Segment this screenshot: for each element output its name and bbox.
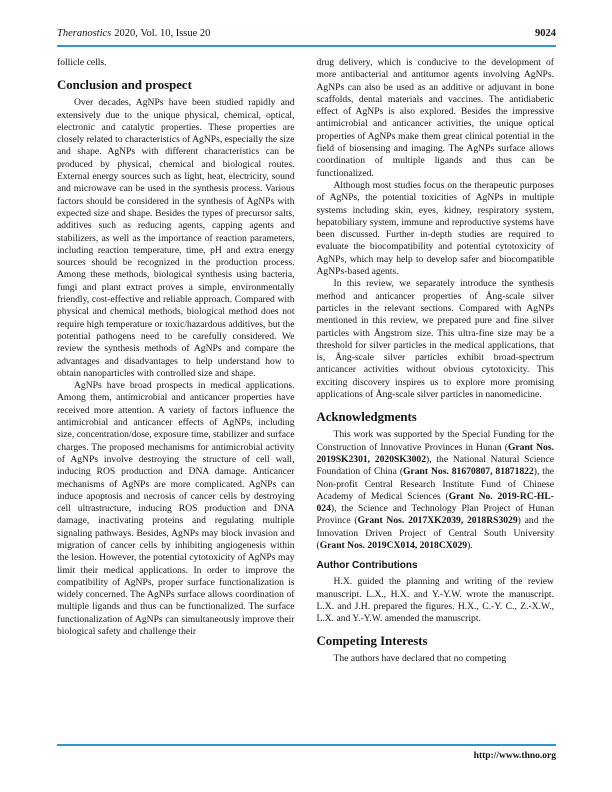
subsection-heading-author-contributions: Author Contributions [316, 560, 418, 572]
section-heading-acknowledgments: Acknowledgments [316, 410, 417, 425]
paragraph: AgNPs have broad prospects in medical applications. Among them, antimicrobial and anticancer properties have received more attention. A variety of factors influence the antimicrobial and anticancer effects of AgNPs, including size, concentration/dose, exposure time, stabilizer and surface charges. The proposed mechanisms for antimicrobial activity of AgNPs involve destroying the structure of cell wall, inducing ROS production and DNA damage. Anticancer mechanisms of AgNPs are more complicated. AgNPs can induce apoptosis and necrosis of cancer cells by destroying cell ultrastructure, inducing ROS production and DNA damage, inactivating proteins and regulating multiple signaling pathways. Besides, AgNPs may block invasion and migration of cancer cells by inhibiting angiogenesis within the lesion. However, the potential cytotoxicity of AgNPs may limit their medical applications. In order to improve the compatibility of AgNPs, proper surface functionalization is widely concerned. The AgNPs surface allows coordination of multiple ligands and thus can be functionalized. The surface functionalization of AgNPs can simultaneously improve their biological safety and challenge their [57, 380, 295, 638]
journal-url: http://www.thno.org [473, 751, 556, 761]
continuation-paragraph: follicle cells. [57, 57, 107, 68]
paragraph-competing-interests: The authors have declared that no competing [333, 653, 507, 665]
paragraph: drug delivery, which is conducive to the development of more antibacterial and antitumor agents involving AgNPs. AgNPs can also be used as an additive or adjuvant in bone scaffolds, dental materials and vaccines. The antidiabetic effect of AgNPs is also explored. Besides the impressive antimicrobial and anticancer activities, the unique optical properties of AgNPs make them great clinical potential in the field of biosensing and imaging. The AgNPs surface allows coordination of multiple ligands and thus can be functionalized. [316, 57, 554, 179]
paragraph: Although most studies focus on the therapeutic purposes of AgNPs, the potential toxicities of AgNPs in multiple systems including skin, eyes, kidney, respiratory system, hepatobiliary system, immune and reproductive systems have been discussed. Further in-depth studies are required to evaluate the biocompatibility and potential cytotoxicity of AgNPs, which may help to develop safer and biocompatible AgNPs-based agents. [316, 179, 554, 278]
paragraph: In this review, we separately introduce the synthesis method and anticancer properties of Ång-scale silver particles in the relevant sections. Compared with AgNPs mentioned in this review, we prepared pure and fine silver particles with Ångstrom size. This ultra-fine size may be a threshold for silver particles in the medical applications, that is, Ång-scale silver particles exhibit broad-spectrum anticancer activities without obvious cytotoxicity. This exciting discovery inspires us to explore more promising applications of Ång-scale silver particles in nanomedicine. [316, 278, 554, 401]
journal-name: Theranostics [57, 28, 112, 39]
running-head [57, 27, 210, 40]
paragraph-acknowledgments: This work was supported by the Special Funding for the Construction of Innovative Provinces in Hunan (Grant Nos. 2019SK2301, 2020SK3002), the National Natural Science Foundation of China (Grant Nos. 81670807, 81871822), the Non-profit Central Research Institute Fund of Chinese Academy of Medical Sciences (Grant No. 2019-RC-HL-024), the Science and Technology Plan Project of Hunan Province (Grant Nos. 2017XK2039, 2018RS3029) and the Innovation Driven Project of Central South University (Grant Nos. 2019CX014, 2018CX029). [316, 429, 554, 551]
two-column-body [57, 57, 556, 745]
paragraph-author-contributions: H.X. guided the planning and writing of the review manuscript. L.X., H.X. and Y.-Y.W. wrote the manuscript. L.X. and J.H. prepared the figures. H.X., C.-Y. C., Z.-X.W., L.X. and Y.-Y.W. amended the manuscript. [316, 576, 554, 625]
paragraph: Over decades, AgNPs have been studied rapidly and extensively due to the unique physical, chemical, optical, electronic and catalytic properties. These properties are closely related to characteristics of AgNPs, especially the size and shape. AgNPs with different characteristics can be produced by physical, chemical and biological routes. External energy sources such as light, heat, electricity, sound and microwave can be used in the synthesis process. Various factors should be considered in the synthesis of AgNPs with expected size and shape. Besides the types of precursor salts, additives such as reducing agents, capping agents and stabilizers, as well as the importance of reaction parameters, including reaction temperature, time, pH and extra energy sources should be recognized in the production process. Among these methods, biological synthesis using bacteria, fungi and plant extract proves a simple, environmentally friendly, cost-effective and reliable approach. Compared with physical and chemical methods, biological method does not require high temperature or toxic/hazardous additives, but the potential pathogens need to be carefully considered. We review the synthesis methods of AgNPs and compare the advantages and disadvantages to help understand how to obtain nanoparticles with controlled size and shape. [57, 97, 295, 379]
header-rule [57, 45, 556, 47]
section-heading-competing-interests: Competing Interests [316, 634, 428, 649]
right-column [317, 57, 555, 745]
footer-rule [57, 744, 556, 746]
left-column [57, 57, 295, 745]
page-number: 9024 [535, 28, 556, 39]
page-header [57, 27, 556, 40]
issue-info: 2020, Vol. 10, Issue 20 [114, 28, 211, 39]
section-heading-conclusion: Conclusion and prospect [57, 78, 192, 93]
